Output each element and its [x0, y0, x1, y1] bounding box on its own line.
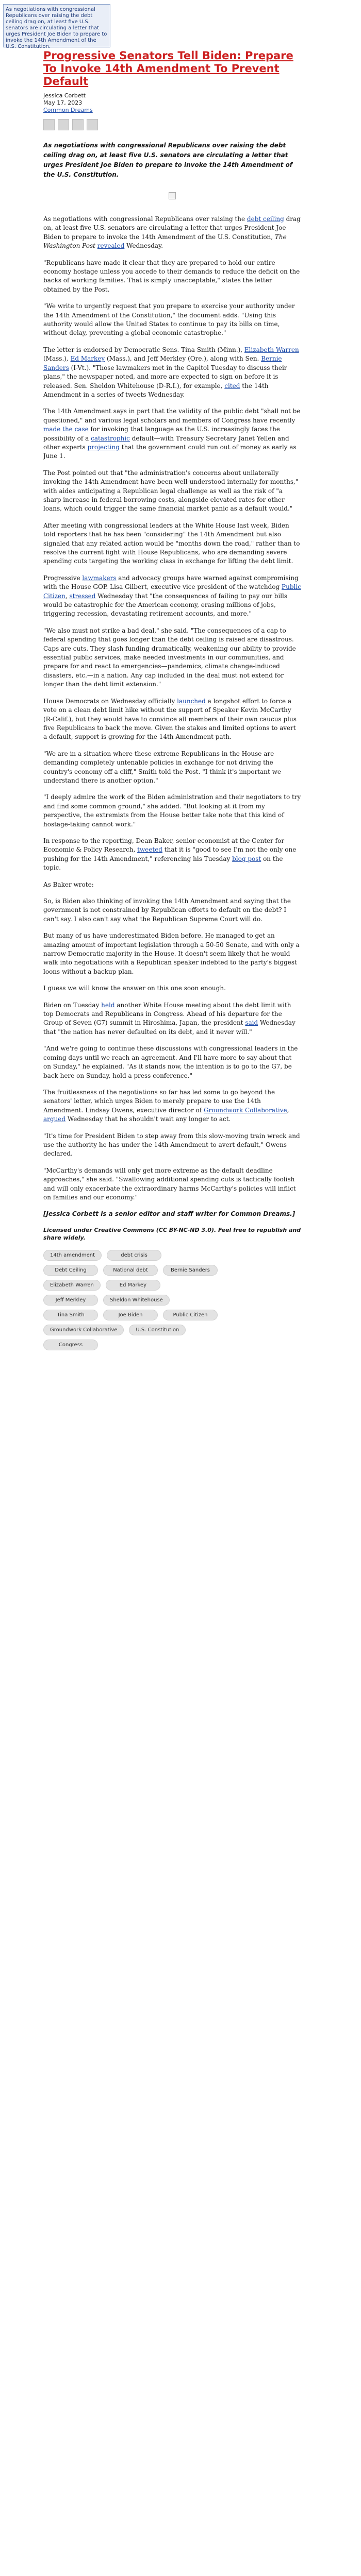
tag[interactable]: Congress: [43, 1340, 98, 1350]
link[interactable]: tweeted: [137, 846, 162, 854]
link[interactable]: said: [245, 1019, 258, 1027]
link[interactable]: stressed: [69, 592, 96, 600]
license-note: Licensed under Creative Commons (CC BY-NC-ND 3.0). Feel free to republish and share widely.: [43, 1227, 301, 1242]
link[interactable]: made the case: [43, 426, 89, 433]
paragraph: "We write to urgently request that you prepare to exercise your authority under the 14th Amendment of the Constitution," the document adds. "Using this authority would allow the United States to continue to pay its bills on time, without delay, preventing a global economic catastrophe.": [43, 302, 295, 337]
paragraph: "We are in a situation where these extreme Republicans in the House are demanding completely untenable policies in exchange for not driving the country's economy off a cliff," Smith told the Post. "I think it's important we understand there is another option.": [43, 750, 282, 784]
tag[interactable]: Groundwork Collaborative: [43, 1325, 124, 1335]
share-icon[interactable]: [72, 119, 84, 130]
source-link[interactable]: Common Dreams: [43, 107, 93, 113]
author: Jessica Corbett: [43, 92, 86, 99]
link[interactable]: cited: [224, 382, 240, 389]
tag[interactable]: Sheldon Whitehouse: [103, 1295, 170, 1306]
tag[interactable]: Ed Markey: [106, 1280, 160, 1291]
paragraph: "I deeply admire the work of the Biden administration and their negotiators to try and find some common ground," she added. "But looking at it from my perspective, the extremists from the House better take note that this kind of hostage-taking cannot work.": [43, 793, 301, 828]
paragraph: "Republicans have made it clear that they are prepared to hold our entire economy hostage unless you accede to their demands to reduce the deficit on the backs of working families. That is simply unacceptable," states the letter obtained by the Post.: [43, 259, 300, 293]
paragraph: Biden on Tuesday held another White House meeting about the debt limit with top Democrats and Republicans in Congress. Ahead of his departure for the Group of Seven (G7) summit in Hiroshima, Japan, the president said Wednesday that "the nation has never defaulted on its debt, and it never will.": [43, 1001, 296, 1036]
link[interactable]: projecting: [87, 443, 120, 451]
paragraph: But many of us have underestimated Biden before. He managed to get an amazing amount of important legislation through a 50-50 Senate, and with only a narrow Democratic majority in the House. It doesn't seem likely that he would walk into negotiations with a Republican speaker indebted to the party's biggest loons without a backup plan.: [43, 932, 300, 975]
paragraph: As Baker wrote:: [43, 880, 94, 888]
tag[interactable]: Elizabeth Warren: [43, 1280, 101, 1291]
tag[interactable]: U.S. Constitution: [129, 1325, 186, 1335]
paragraph: House Democrats on Wednesday officially launched a longshot effort to force a vote on a clean debt limit hike without the support of Speaker Kevin McCarthy (R-Calif.), but they would have to convince all members of their own caucus plus five Republicans to back the move. Given the stakes and limited options to avert a default, support is growing for the 14th Amendment path.: [43, 697, 297, 741]
share-icon[interactable]: [58, 119, 69, 130]
link[interactable]: catastrophic: [91, 434, 130, 442]
link[interactable]: lawmakers: [82, 574, 117, 582]
tag[interactable]: Debt Ceiling: [43, 1265, 98, 1276]
link[interactable]: Public Citizen: [43, 583, 301, 600]
paragraph: As negotiations with congressional Republicans over raising the debt ceiling drag on, at least five U.S. senators are circulating a letter that urges President Joe Biden to prepare to invoke the 14th Amendment of the U.S. Constitution, The Washington Post revealed Wednesday.: [43, 215, 301, 250]
paragraph: "We also must not strike a bad deal," she said. "The consequences of a cap to federal spending that goes longer than the debt ceiling is raised are disastrous. Caps are cuts. They slash funding dramatically, weakening our ability to provide essential public services, make needed investments in our communities, and prepare for and react to emergencies—pandemics, climate change-induced disasters, etc.—in a nation. Any cap included in the deal must not extend for longer than the debt limit extension.": [43, 626, 296, 688]
paragraph: Progressive lawmakers and advocacy groups have warned against compromising with the House GOP. Lisa Gilbert, executive vice president of the watchdog Public Citizen, stressed Wednesday that "the consequences of failing to pay our bills would be catastrophic for the American economy, erasing millions of jobs, triggering recession, devastating retirement accounts, and more.": [43, 574, 301, 618]
tag[interactable]: 14th amendment: [43, 1250, 102, 1261]
share-icon[interactable]: [43, 119, 55, 130]
tag[interactable]: Tina Smith: [43, 1310, 98, 1320]
paragraph: The fruitlessness of the negotiations so far has led some to go beyond the senators' letter, which urges Biden to merely prepare to use the 14th Amendment. Lindsay Owens, executive director of Groundwork Collaborative, argued Wednesday that he shouldn't wait any longer to act.: [43, 1088, 289, 1123]
paragraph: In response to the reporting, Dean Baker, senior economist at the Center for Economic & Policy Research, tweeted that it is "good to see I'm not the only one pushing for the 14th Amendment," referencing his Tuesday blog post on the topic.: [43, 837, 297, 872]
article-lede: As negotiations with congressional Republicans over raising the debt ceiling drag on, at least five U.S. senators are circulating a letter that urges President Joe Biden to prepare to invoke the 14th Amendment of the U.S. Constitution.: [43, 142, 293, 178]
paragraph: The Post pointed out that "the administration's concerns about unilaterally invoking the 14th Amendment have been well-understood internally for months," with aides anticipating a Republican legal challenge as well as the risk of "a sharp increase in federal borrowing costs, alongside elevated rates for other loans, which could trigger the same financial market panic as a default would.": [43, 469, 299, 513]
link[interactable]: Bernie Sanders: [43, 355, 282, 371]
tag[interactable]: debt crisis: [107, 1250, 161, 1261]
paragraph: The letter is endorsed by Democratic Sens. Tina Smith (Minn.), Elizabeth Warren (Mass.), Ed Markey (Mass.), and Jeff Merkley (Ore.), along with Sen. Bernie Sanders (I-Vt.). "Those lawmakers met in the Capitol Tuesday to discuss their plans," the newspaper noted, and more are expected to sign on before it is released. Sen. Sheldon Whitehouse (D-R.I.), for example, cited the 14th Amendment in a series of tweets Wednesday.: [43, 346, 299, 398]
link[interactable]: held: [101, 1001, 115, 1009]
paragraph: "And we're going to continue these discussions with congressional leaders in the coming days until we reach an agreement. And I'll have more to say about that on Sunday," he explained. "As it stands now, the intention is to go to the G7, be back here on Sunday, hold a press conference.": [43, 1045, 298, 1079]
share-icons: [43, 119, 301, 130]
hero-alt-text: As negotiations with congressional Republicans over raising the debt ceiling drag on, at least five U.S. senators are circulating a letter that urges President Joe Biden to prepare to invoke the 14th Amendment of the U.S. Constitution.: [6, 7, 107, 49]
link[interactable]: Elizabeth Warren: [244, 346, 299, 353]
tag[interactable]: Joe Biden: [103, 1310, 158, 1320]
tag[interactable]: Jeff Merkley: [43, 1295, 98, 1306]
article-body: [43, 215, 301, 1202]
tag[interactable]: Bernie Sanders: [163, 1265, 218, 1276]
date: May 17, 2023: [43, 99, 83, 106]
paragraph: "McCarthy's demands will only get more extreme as the default deadline approaches," she said. "Swallowing additional spending cuts is tactically foolish and will only exacerbate the extraordinary harms McCarthy's policies will inflict on families and our economy.": [43, 1166, 296, 1201]
author-bio: [Jessica Corbett is a senior editor and staff writer for Common Dreams.]: [43, 1210, 296, 1218]
link[interactable]: Ed Markey: [70, 355, 105, 363]
link[interactable]: launched: [177, 697, 206, 705]
article-title[interactable]: Progressive Senators Tell Biden: Prepare To Invoke 14th Amendment To Prevent Default: [43, 49, 293, 88]
link[interactable]: debt ceiling: [247, 215, 284, 223]
article-image: [169, 192, 176, 199]
link[interactable]: revealed: [97, 242, 125, 250]
tag[interactable]: Public Citizen: [163, 1310, 218, 1320]
paragraph: After meeting with congressional leaders at the White House last week, Biden told reporters that he has been "considering" the 14th Amendment but also signaled that any related action would be "months down the road," rather than to resolve the current fight with House Republicans, who are demanding severe spending cuts targeting the working class in exchange for lifting the debt limit.: [43, 521, 300, 565]
article: [43, 49, 301, 1350]
link[interactable]: blog post: [232, 855, 261, 862]
hero-image-alt: [3, 4, 110, 47]
tag[interactable]: National debt: [103, 1265, 158, 1276]
paragraph: The 14th Amendment says in part that the validity of the public debt "shall not be questioned," and various legal scholars and members of Congress have recently made the case for invoking that language as the U.S. increasingly faces the possibility of a catastrophic default—with Treasury Secretary Janet Yellen and other experts projecting that the government could run out of money as early as June 1.: [43, 408, 301, 460]
paragraph: "It's time for President Biden to step away from this slow-moving train wreck and use the authority he has under the 14th Amendment to avert default," Owens declared.: [43, 1132, 300, 1158]
paragraph: So, is Biden also thinking of invoking the 14th Amendment and saying that the government is not constrained by Republican efforts to default on the debt? I can't say. I also can't say what the Republican Supreme Court will do.: [43, 897, 291, 923]
link[interactable]: Groundwork Collaborative: [204, 1106, 287, 1114]
paragraph: I guess we will know the answer on this one soon enough.: [43, 985, 226, 992]
share-icon[interactable]: [87, 119, 98, 130]
tag-list: [43, 1250, 219, 1350]
link[interactable]: argued: [43, 1115, 66, 1123]
